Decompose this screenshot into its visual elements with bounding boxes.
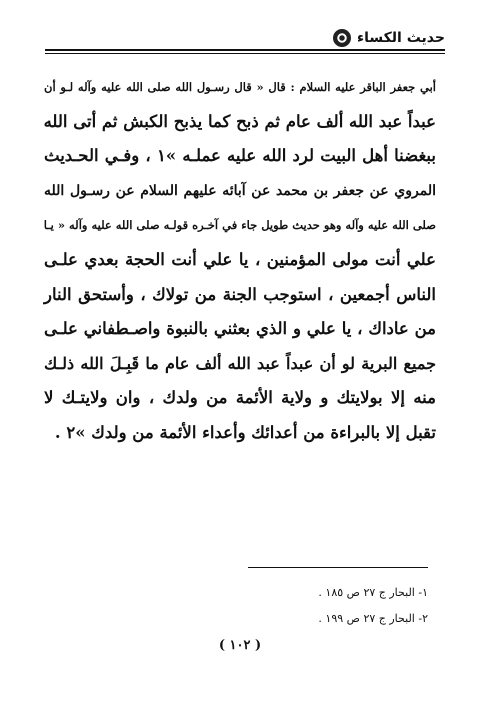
body-text (44, 70, 436, 451)
header-title: حديث الكساء (357, 30, 445, 46)
running-header (45, 22, 445, 54)
body-line: علي أنت مولى المؤمنين ، يا علي أنت الحجة بعدي علـى (44, 249, 436, 269)
body-line: تقبل إلا بالبراءة من أعدائك وأعداء الأئمة من ولدك »٢ . (54, 422, 436, 442)
footnote: ١- البحار ج ٢٧ ص ١٨٥ . (318, 586, 428, 599)
ornament-icon (333, 29, 351, 47)
body-line: جميع البرية لو أن عبداً عبد الله ألف عام ما قَبِـلَ الله ذلـك (44, 353, 436, 373)
page-number: ( ١٠٢ ) (218, 638, 262, 653)
body-line: ببغضنا أهل البيت لرد الله عليه عملـه »١ ، وفـي الحـديث (44, 146, 436, 166)
body-line: المروي عن جعفر بن محمد عن آبائه عليهم السلام عن رسـول الله (44, 182, 436, 199)
body-line: منه إلا بولايتك و ولاية الأئمة من ولدك ، وان ولايتـك لا (44, 388, 436, 408)
footnotes (128, 580, 428, 632)
footnote: ٢- البحار ج ٢٧ ص ١٩٩ . (318, 612, 428, 625)
body-line: صلى الله عليه وآله وهو حديث طويل جاء في آخـره قولـه صلى الله عليه وآله « يـا (43, 218, 436, 233)
body-line: من عاداك ، يا علي و الذي بعثني بالنبوة واصـطفاني علـى (44, 319, 436, 339)
body-line: عبداً عبد الله ألف عام ثم ذبح كما يذبح الكبش ثم أتى الله (43, 111, 436, 131)
body-line: الناس أجمعين ، استوجب الجنة من تولاك ، وأستحق النار (44, 284, 436, 304)
footnote-rule (248, 567, 428, 568)
body-line: أبي جعفر الباقر عليه السلام : قال « قال رسـول الله صلى الله عليه وآله لـو أن (44, 80, 436, 94)
header-rule (45, 49, 445, 54)
